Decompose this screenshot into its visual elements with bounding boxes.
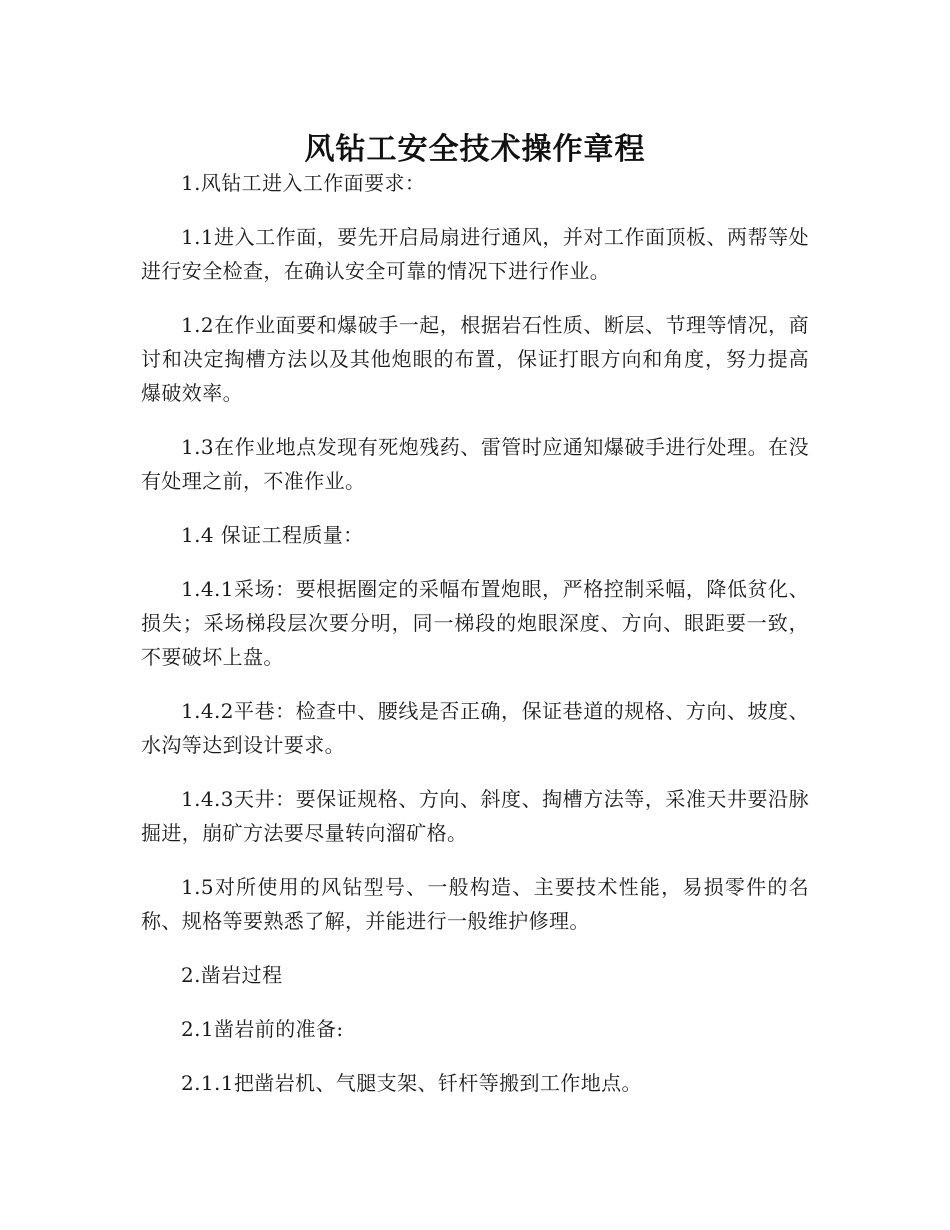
- document-title: 风钻工安全技术操作章程: [304, 132, 646, 168]
- paragraph-1: 1.风钻工进入工作面要求：: [181, 171, 426, 195]
- paragraph-1-4-2: 1.4.2平巷：检查中、腰线是否正确，保证巷道的规格、方向、坡度、水沟等达到设计要求。: [141, 699, 809, 757]
- document-body: [141, 166, 809, 1100]
- paragraph-1-1: 1.1进入工作面，要先开启局扇进行通风，并对工作面顶板、两帮等处进行安全检查，在确认安全可靠的情况下进行作业。: [141, 225, 809, 283]
- paragraph-2-1: 2.1凿岩前的准备:: [181, 1017, 344, 1041]
- paragraph-2-1-1: 2.1.1把凿岩机、气腿支架、钎杆等搬到工作地点。: [181, 1071, 642, 1095]
- paragraph-1-4-3: 1.4.3天井：要保证规格、方向、斜度、掏槽方法等，采准天井要沿脉掘进，崩矿方法要尽量转向溜矿格。: [141, 787, 809, 845]
- paragraph-1-2: 1.2在作业面要和爆破手一起，根据岩石性质、断层、节理等情况，商讨和决定掏槽方法以及其他炮眼的布置，保证打眼方向和角度，努力提高爆破效率。: [141, 313, 809, 405]
- paragraph-1-4: 1.4 保证工程质量：: [181, 523, 364, 547]
- paragraph-2: 2.凿岩过程: [181, 963, 283, 987]
- paragraph-1-5: 1.5对所使用的风钻型号、一般构造、主要技术性能，易损零件的名称、规格等要熟悉了解，并能进行一般维护修理。: [141, 875, 809, 933]
- paragraph-1-4-1: 1.4.1采场：要根据圈定的采幅布置炮眼，严格控制采幅，降低贫化、损失；采场梯段层次要分明，同一梯段的炮眼深度、方向、眼距要一致，不要破坏上盘。: [141, 577, 809, 669]
- paragraph-1-3: 1.3在作业地点发现有死炮残药、雷管时应通知爆破手进行处理。在没有处理之前，不准作业。: [141, 435, 809, 493]
